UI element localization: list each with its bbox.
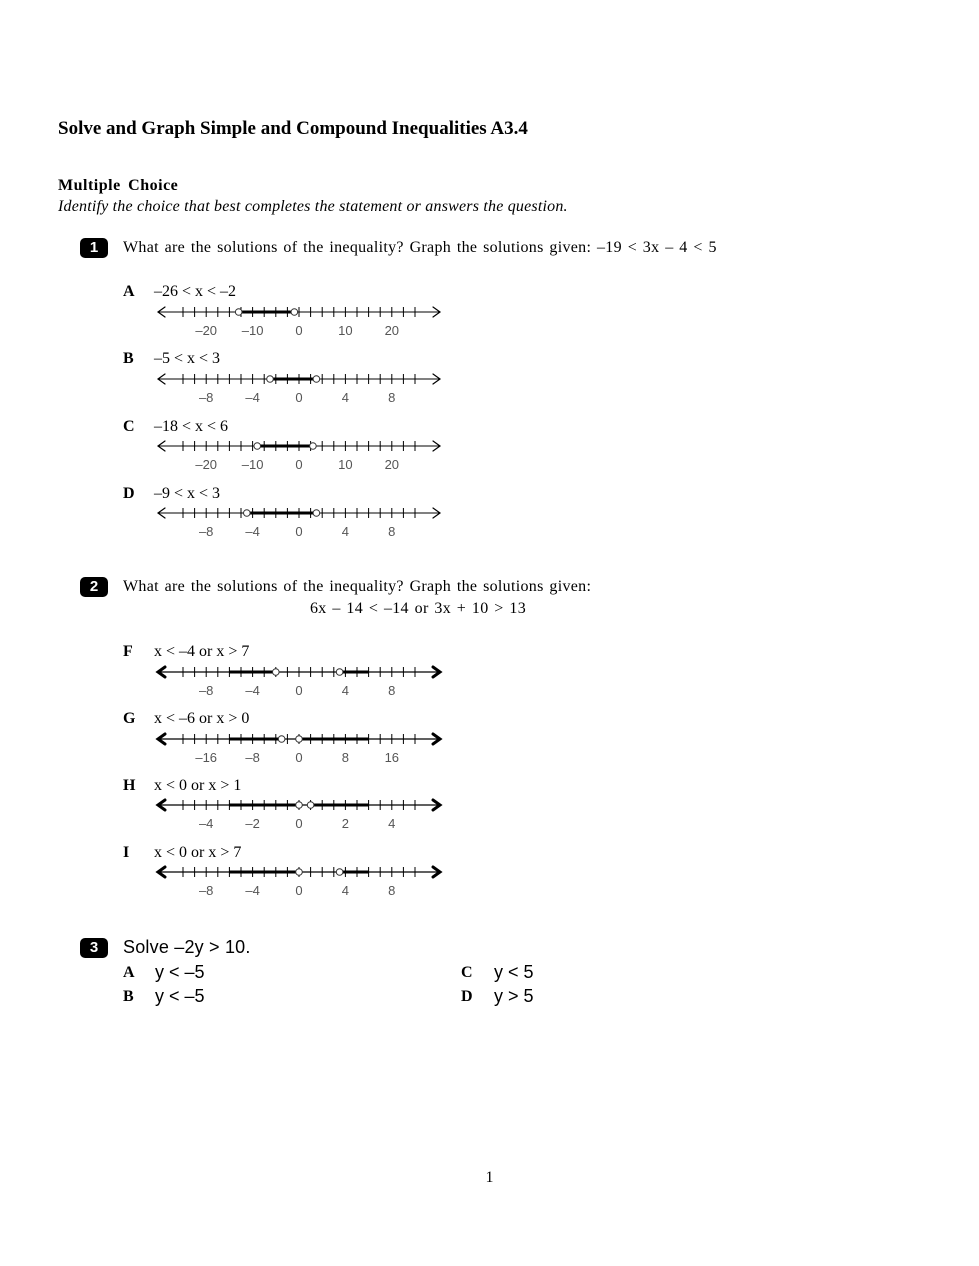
- tick-label: 0: [295, 816, 303, 831]
- page-number: 1: [485, 1169, 494, 1186]
- tick-label: –16: [195, 750, 218, 765]
- open-endpoint: [307, 802, 314, 809]
- tick-label: –8: [245, 750, 260, 765]
- open-endpoint: [310, 443, 317, 450]
- number-line: [150, 795, 450, 837]
- question-number-badge: 1: [80, 238, 108, 258]
- tick-label: –8: [198, 883, 214, 898]
- tick-label: –8: [198, 390, 214, 405]
- open-endpoint: [273, 669, 280, 676]
- number-line: [150, 503, 450, 545]
- number-line: [150, 662, 450, 704]
- tick-label: 20: [384, 457, 400, 472]
- choice-text[interactable]: –18 < x < 6: [154, 418, 229, 435]
- open-endpoint: [296, 802, 303, 809]
- open-endpoint: [296, 736, 303, 743]
- question-text: What are the solutions of the inequality? Graph the solutions given: –19 < 3x – 4 < 5: [123, 239, 717, 256]
- tick-label: 0: [295, 390, 303, 405]
- tick-label: 20: [384, 323, 400, 338]
- number-line: [150, 729, 450, 771]
- tick-label: –4: [198, 816, 214, 831]
- tick-label: 4: [341, 683, 350, 698]
- tick-label: –4: [245, 390, 260, 405]
- open-endpoint: [291, 309, 298, 316]
- tick-label: 0: [295, 683, 303, 698]
- open-endpoint: [296, 869, 303, 876]
- tick-label: 4: [388, 816, 396, 831]
- tick-label: –10: [241, 323, 264, 338]
- number-line: [150, 862, 450, 904]
- choice-text[interactable]: y < –5: [155, 962, 205, 982]
- tick-label: 4: [341, 883, 350, 898]
- choice-letter[interactable]: B: [123, 350, 134, 367]
- tick-label: 0: [295, 883, 303, 898]
- choice-text[interactable]: x < 0 or x > 7: [154, 844, 242, 861]
- choice-letter[interactable]: F: [123, 643, 133, 660]
- tick-label: 0: [295, 457, 303, 472]
- choice-text[interactable]: –5 < x < 3: [154, 350, 221, 367]
- tick-label: 10: [338, 323, 353, 338]
- tick-label: –8: [198, 683, 214, 698]
- tick-label: 4: [341, 524, 350, 539]
- number-line: [150, 302, 450, 344]
- choice-letter[interactable]: H: [123, 777, 136, 794]
- open-endpoint: [336, 869, 343, 876]
- number-line: [150, 369, 450, 411]
- choice-letter[interactable]: C: [461, 964, 473, 981]
- tick-label: 8: [388, 883, 396, 898]
- number-line: [150, 436, 450, 478]
- question-text: What are the solutions of the inequality? Graph the solutions given:: [123, 578, 592, 595]
- question-number-badge: 3: [80, 938, 108, 958]
- choice-text[interactable]: x < –4 or x > 7: [154, 643, 250, 660]
- open-endpoint: [336, 669, 343, 676]
- choice-letter[interactable]: A: [123, 964, 135, 981]
- choice-letter[interactable]: D: [461, 988, 473, 1005]
- choice-text[interactable]: –26 < x < –2: [154, 283, 237, 300]
- question-number-badge: 2: [80, 577, 108, 597]
- tick-label: 10: [338, 457, 353, 472]
- choice-text[interactable]: y < 5: [494, 962, 534, 982]
- choice-text[interactable]: x < –6 or x > 0: [154, 710, 250, 727]
- tick-label: –4: [245, 683, 260, 698]
- tick-label: –20: [195, 457, 218, 472]
- choice-text[interactable]: y > 5: [494, 986, 534, 1006]
- tick-label: –4: [245, 524, 260, 539]
- choice-text[interactable]: y < –5: [155, 986, 205, 1006]
- tick-label: –20: [195, 323, 218, 338]
- tick-label: 8: [388, 390, 396, 405]
- open-endpoint: [254, 443, 261, 450]
- tick-label: –2: [245, 816, 260, 831]
- section-heading: Multiple Choice: [58, 177, 179, 194]
- tick-label: 2: [341, 816, 350, 831]
- tick-label: 0: [295, 323, 303, 338]
- choice-letter[interactable]: G: [123, 710, 136, 727]
- instructions: Identify the choice that best completes the statement or answers the question.: [58, 198, 568, 215]
- choice-text[interactable]: x < 0 or x > 1: [154, 777, 242, 794]
- tick-label: 8: [388, 524, 396, 539]
- open-endpoint: [267, 376, 274, 383]
- tick-label: 0: [295, 524, 303, 539]
- tick-label: –10: [241, 457, 264, 472]
- question-text-line2: 6x – 14 < –14 or 3x + 10 > 13: [309, 600, 527, 617]
- open-endpoint: [313, 376, 320, 383]
- tick-label: 8: [341, 750, 350, 765]
- tick-label: 0: [295, 750, 303, 765]
- choice-letter[interactable]: B: [123, 988, 134, 1005]
- choice-text[interactable]: –9 < x < 3: [154, 485, 221, 502]
- tick-label: 8: [388, 683, 396, 698]
- choice-letter[interactable]: C: [123, 418, 135, 435]
- choice-letter[interactable]: I: [123, 844, 130, 861]
- tick-label: –8: [198, 524, 214, 539]
- question-text: Solve –2y > 10.: [123, 937, 251, 957]
- page-title: Solve and Graph Simple and Compound Inequalities A3.4: [58, 118, 528, 139]
- open-endpoint: [244, 510, 251, 517]
- open-endpoint: [278, 736, 285, 743]
- choice-letter[interactable]: D: [123, 485, 135, 502]
- tick-label: –4: [245, 883, 260, 898]
- open-endpoint: [235, 309, 242, 316]
- choice-letter[interactable]: A: [123, 283, 135, 300]
- tick-label: 16: [384, 750, 400, 765]
- tick-label: 4: [341, 390, 350, 405]
- open-endpoint: [313, 510, 320, 517]
